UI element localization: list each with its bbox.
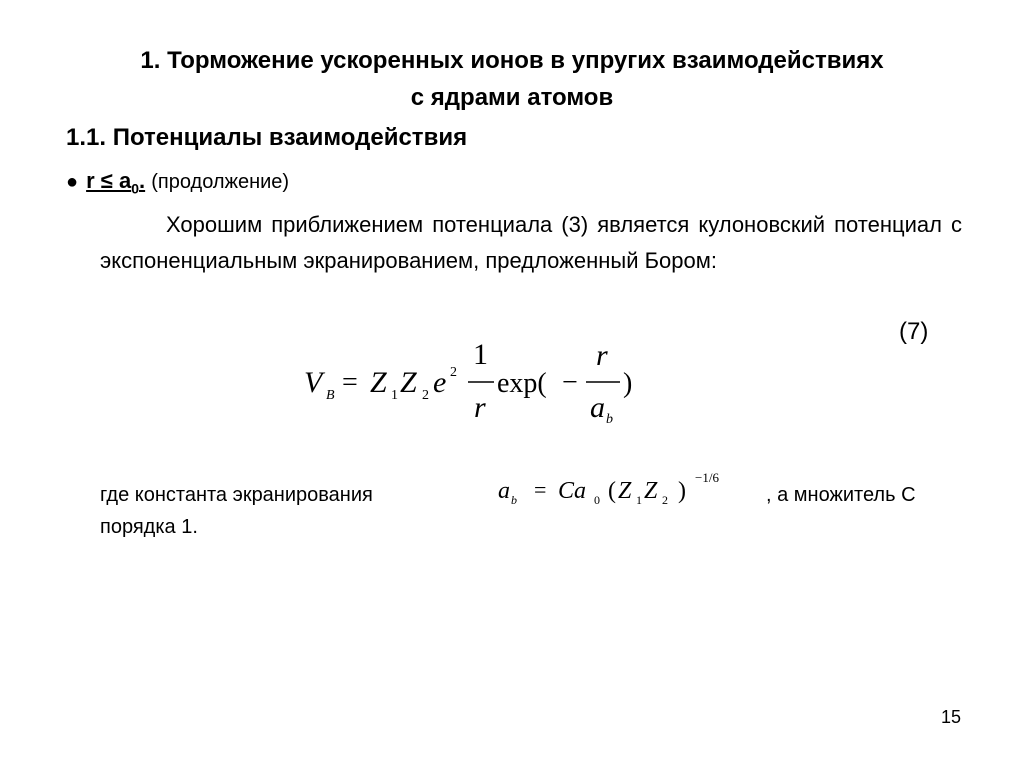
slide-title: [40, 42, 984, 116]
eq-minus: −: [562, 367, 578, 398]
eq-Z2-sub: 2: [422, 388, 429, 403]
body-paragraph: [100, 207, 962, 279]
eq-frac1-den: r: [474, 391, 486, 424]
scr-a-sub: b: [511, 493, 517, 507]
eq-frac2-den-sub: b: [606, 412, 613, 427]
multiplier-text: , а множитель С: [766, 484, 916, 506]
scr-Z1-sub: 1: [636, 493, 642, 507]
bullet-condition-text: [86, 168, 146, 197]
equation-number: (7): [899, 318, 929, 345]
eq-frac2-den: a: [590, 391, 605, 424]
scr-equals: =: [534, 477, 547, 502]
scr-power: −1/6: [695, 470, 719, 485]
eq-equals: =: [342, 367, 358, 398]
condition-main: r ≤ a: [86, 168, 132, 193]
scr-open-paren: (: [608, 478, 616, 504]
eq-frac2-num: r: [596, 339, 608, 372]
slide-title-line-1: 1. Торможение ускоренных ионов в упругих взаимодействиях: [140, 47, 884, 74]
scr-Z2: Z: [644, 478, 658, 504]
eq-Z1: Z: [370, 366, 387, 399]
eq-V: V: [304, 366, 323, 399]
eq-V-sub: B: [326, 388, 335, 403]
eq-e: e: [433, 366, 447, 399]
scr-a: a: [498, 478, 510, 504]
condition-end: .: [139, 168, 146, 193]
eq-e-sup: 2: [450, 365, 457, 380]
eq-Z1-sub: 1: [391, 388, 398, 403]
scr-Z2-sub: 2: [662, 493, 668, 507]
screening-lead-text: где константа экранирования: [100, 484, 373, 506]
eq-close-paren: ): [623, 368, 633, 399]
scr-a0-sub: 0: [594, 493, 600, 507]
eq-Z2: Z: [400, 366, 417, 399]
order-text: порядка 1.: [100, 516, 198, 538]
scr-Z1: Z: [618, 478, 632, 504]
slide-title-line-2: с ядрами атомов: [410, 84, 614, 111]
eq-exp: exp(: [497, 368, 547, 399]
condition-sub: 0: [131, 180, 139, 197]
bullet-marker: ●: [66, 171, 79, 193]
section-heading: 1.1. Потенциалы взаимодействия: [66, 124, 468, 151]
page-number: 15: [941, 707, 962, 727]
screening-constant-equation: [494, 464, 754, 512]
eq-frac1-num: 1: [473, 338, 488, 371]
scr-close-paren: ): [678, 478, 686, 504]
bohr-potential-equation: [296, 338, 656, 428]
scr-Ca: Ca: [558, 478, 587, 504]
bullet-condition: [66, 168, 289, 196]
continuation-note: (продолжение): [151, 171, 290, 193]
body-paragraph-text: Хорошим приближением потенциала (3) является кулоновский потенциал с экспоненциальным экранированием, предложенный Бором:: [100, 212, 962, 273]
